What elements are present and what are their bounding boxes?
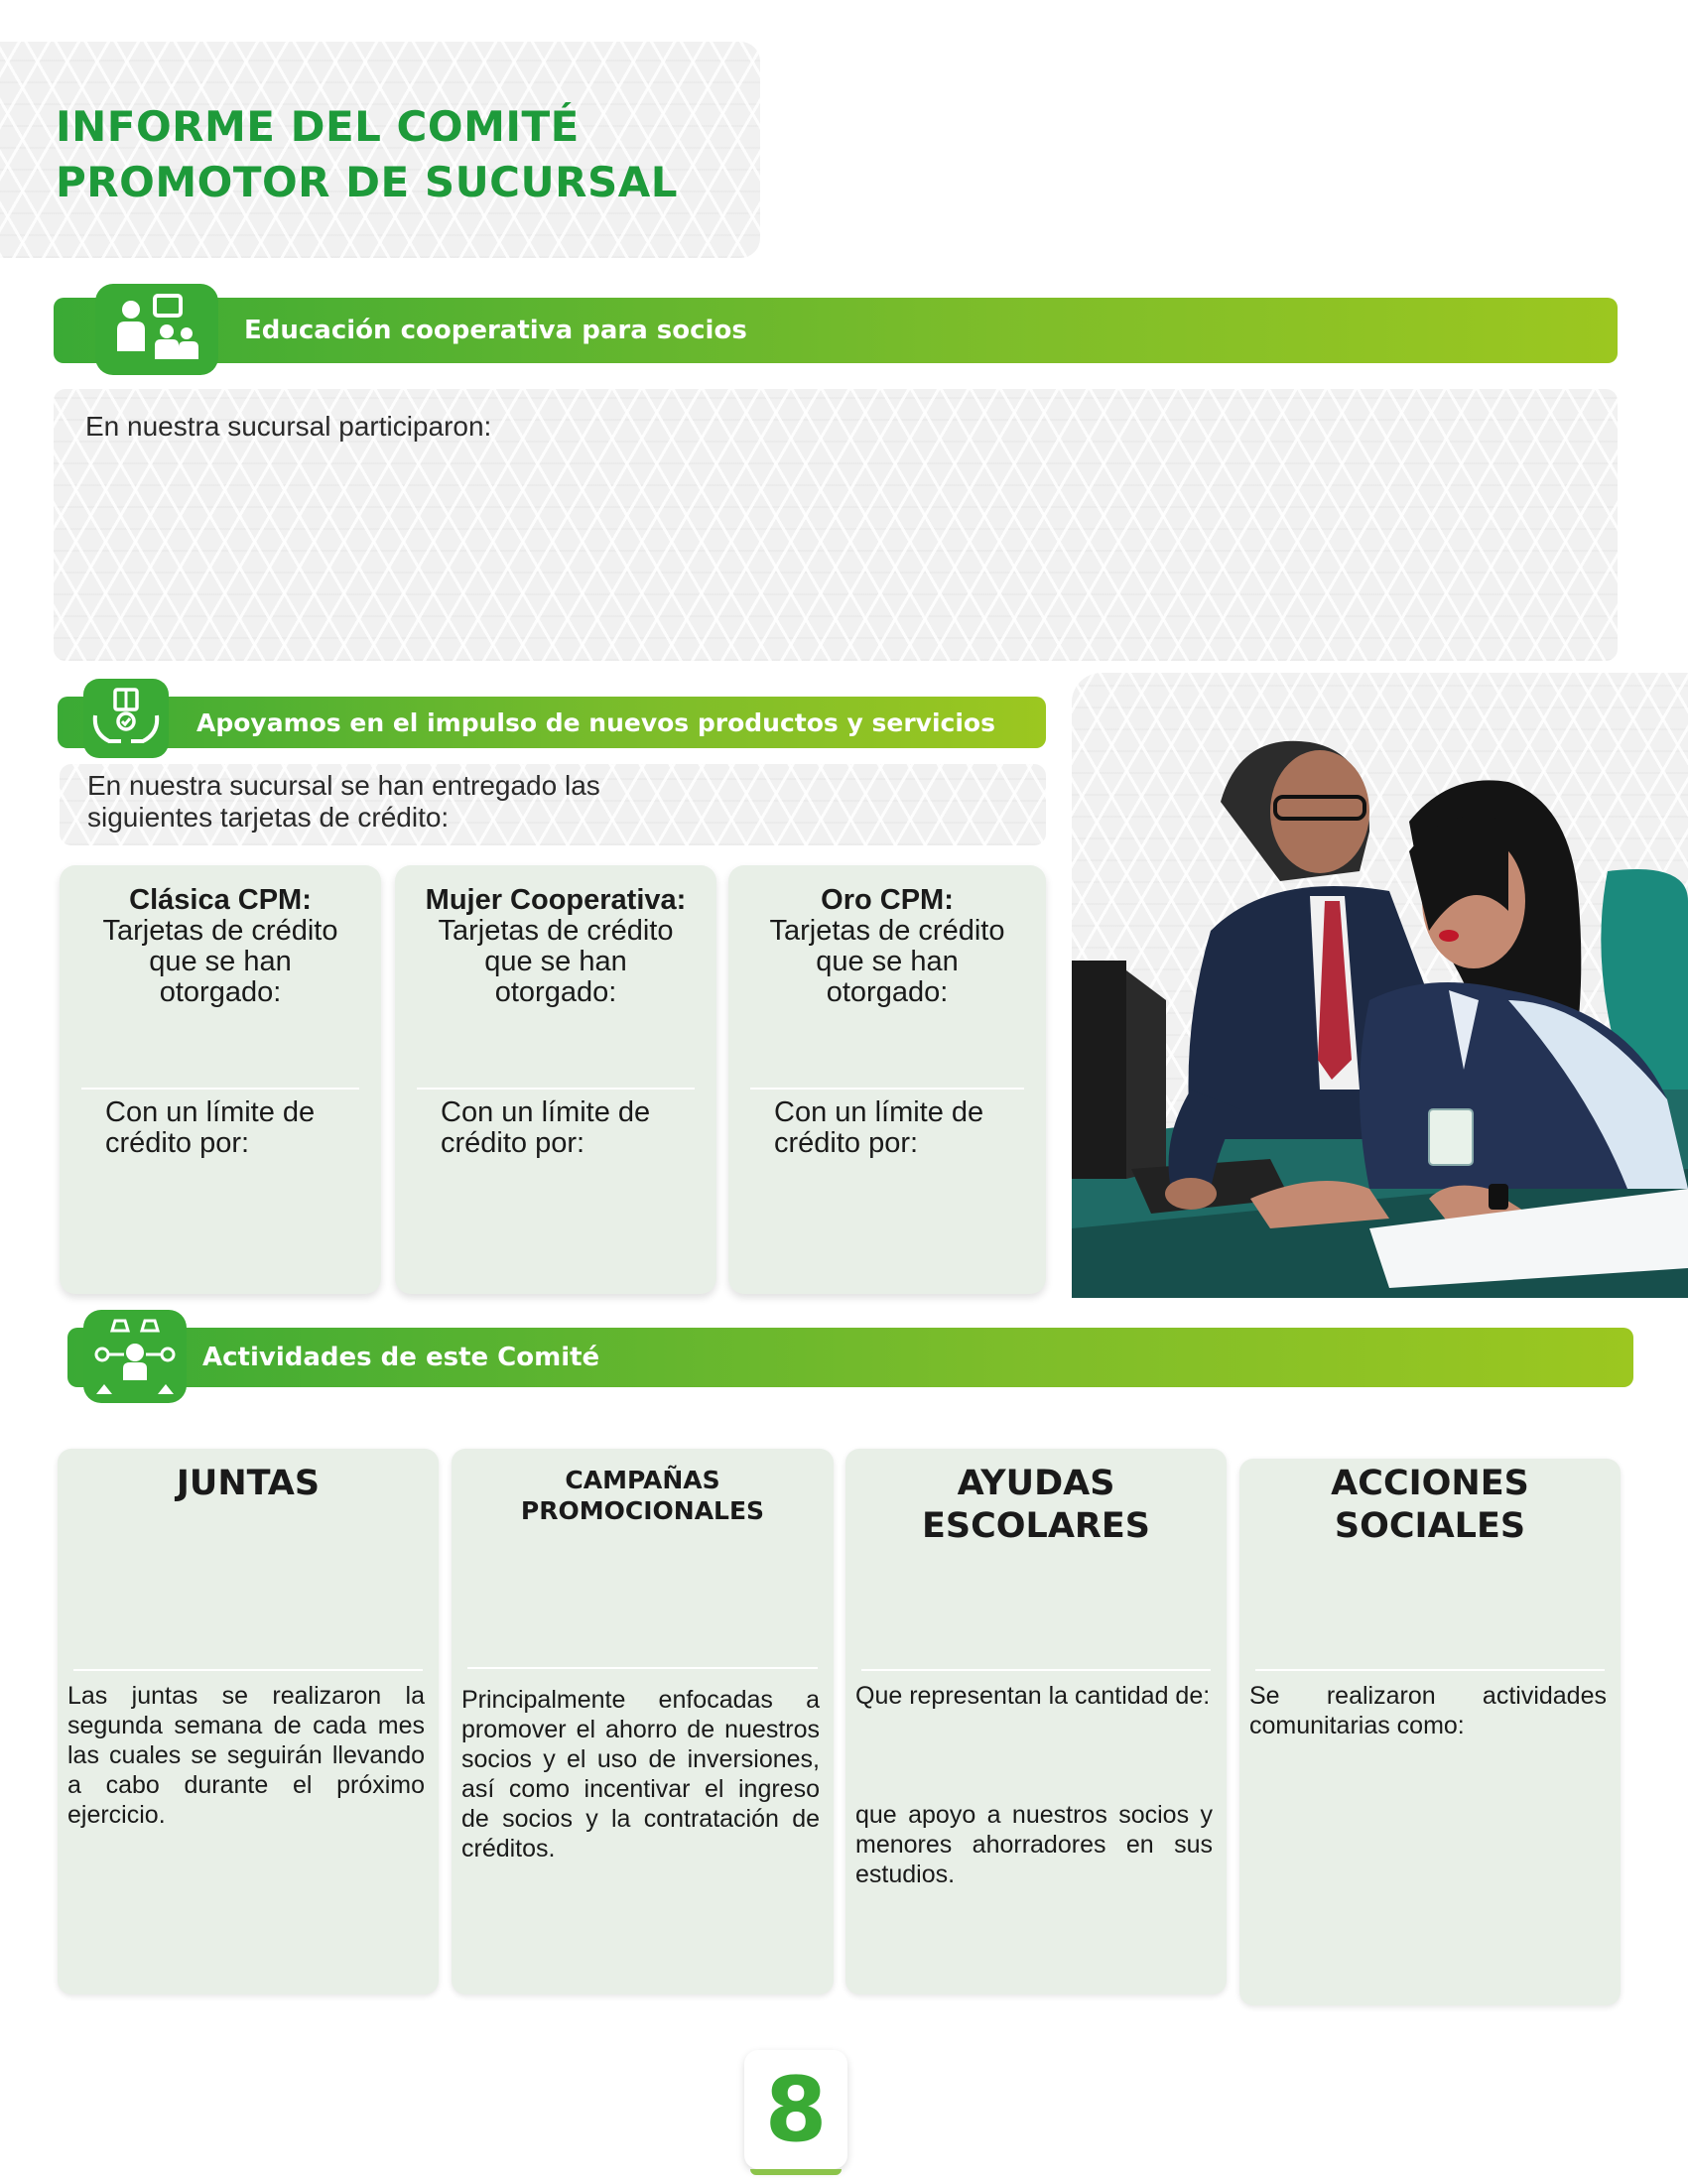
- title-line-2: PROMOTOR DE SUCURSAL: [56, 158, 678, 206]
- products-intro: [60, 764, 1046, 845]
- hands-gift-icon: [83, 679, 169, 758]
- products-intro-line-2: siguientes tarjetas de crédito:: [87, 802, 450, 833]
- education-panel: [54, 389, 1618, 661]
- products-intro-line-1: En nuestra sucursal se han entregado las: [87, 770, 600, 801]
- activity-title: [1249, 1463, 1611, 1548]
- card-limit: Con un límite de crédito por:: [774, 1096, 984, 1159]
- activity-title-line-2: SOCIALES: [1334, 1506, 1526, 1546]
- activity-card-juntas: [58, 1449, 439, 1994]
- card-desc: Tarjetas de crédito que se han otorgado:: [102, 915, 338, 1008]
- card-divider: [750, 1088, 1024, 1090]
- activity-divider: [1255, 1669, 1605, 1671]
- card-title: [85, 885, 355, 1008]
- card-divider: [417, 1088, 695, 1090]
- education-banner-label: Educación cooperativa para socios: [244, 316, 747, 345]
- page-title: [56, 99, 750, 210]
- activity-title: JUNTAS: [176, 1464, 321, 1503]
- card-title: [421, 885, 691, 1008]
- activity-divider: [467, 1667, 818, 1669]
- activity-body: Se realizaron actividades comunitarias como:: [1249, 1682, 1607, 1739]
- card-name: Oro CPM:: [821, 884, 954, 916]
- people-presentation-icon: [95, 284, 218, 375]
- card-divider: [81, 1088, 359, 1090]
- activity-body-support: que apoyo a nuestros socios y menores ahorradores en sus estudios.: [855, 1801, 1213, 1888]
- activity-title-line-2: PROMOCIONALES: [520, 1496, 765, 1525]
- card-title: [754, 885, 1020, 1008]
- activity-divider: [73, 1669, 423, 1671]
- title-line-1: INFORME DEL COMITÉ: [56, 102, 580, 151]
- activity-body: Principalmente enfocadas a promover el ahorro de nuestros socios y el uso de inversiones, así como incentivar el ingreso de socios y la contratación de créditos.: [461, 1686, 820, 1863]
- page-number: 8: [744, 2050, 847, 2169]
- credit-card-classica: [60, 865, 381, 1294]
- education-banner: [54, 298, 1618, 363]
- card-name: Mujer Cooperativa:: [425, 884, 687, 916]
- products-banner-label: Apoyamos en el impulso de nuevos productos y servicios: [196, 707, 995, 737]
- title-block: [0, 42, 760, 258]
- activity-title-line-2: ESCOLARES: [921, 1506, 1150, 1546]
- credit-card-mujer-cooperativa: [395, 865, 716, 1294]
- activity-body-amount: Que representan la cantidad de:: [855, 1682, 1211, 1710]
- card-limit: Con un límite de crédito por:: [441, 1096, 651, 1159]
- card-name: Clásica CPM:: [129, 884, 312, 916]
- education-text: En nuestra sucursal participaron:: [85, 411, 492, 442]
- activity-title: [461, 1465, 824, 1526]
- card-desc: Tarjetas de crédito que se han otorgado:: [438, 915, 674, 1008]
- activity-title-line-1: ACCIONES: [1331, 1464, 1529, 1503]
- activity-card-campanas: [452, 1449, 834, 1994]
- card-limit: Con un límite de crédito por:: [105, 1096, 316, 1159]
- activity-title-line-1: AYUDAS: [957, 1464, 1115, 1503]
- activities-banner-label: Actividades de este Comité: [202, 1343, 600, 1372]
- activity-card-ayudas: [845, 1449, 1227, 1994]
- credit-card-oro: [728, 865, 1046, 1294]
- products-banner: [58, 697, 1046, 748]
- card-desc: Tarjetas de crédito que se han otorgado:: [769, 915, 1005, 1008]
- office-photo: [1072, 673, 1688, 1298]
- activity-title-line-1: CAMPAÑAS: [565, 1466, 720, 1494]
- network-people-icon: [83, 1310, 187, 1403]
- activity-title: [855, 1463, 1217, 1548]
- activities-banner: [67, 1328, 1633, 1387]
- activity-divider: [861, 1669, 1211, 1671]
- activity-body: Las juntas se realizaron la segunda semana de cada mes las cuales se seguirán llevando a cabo durante el próximo ejercicio.: [67, 1682, 425, 1829]
- activity-card-acciones: [1239, 1459, 1621, 2005]
